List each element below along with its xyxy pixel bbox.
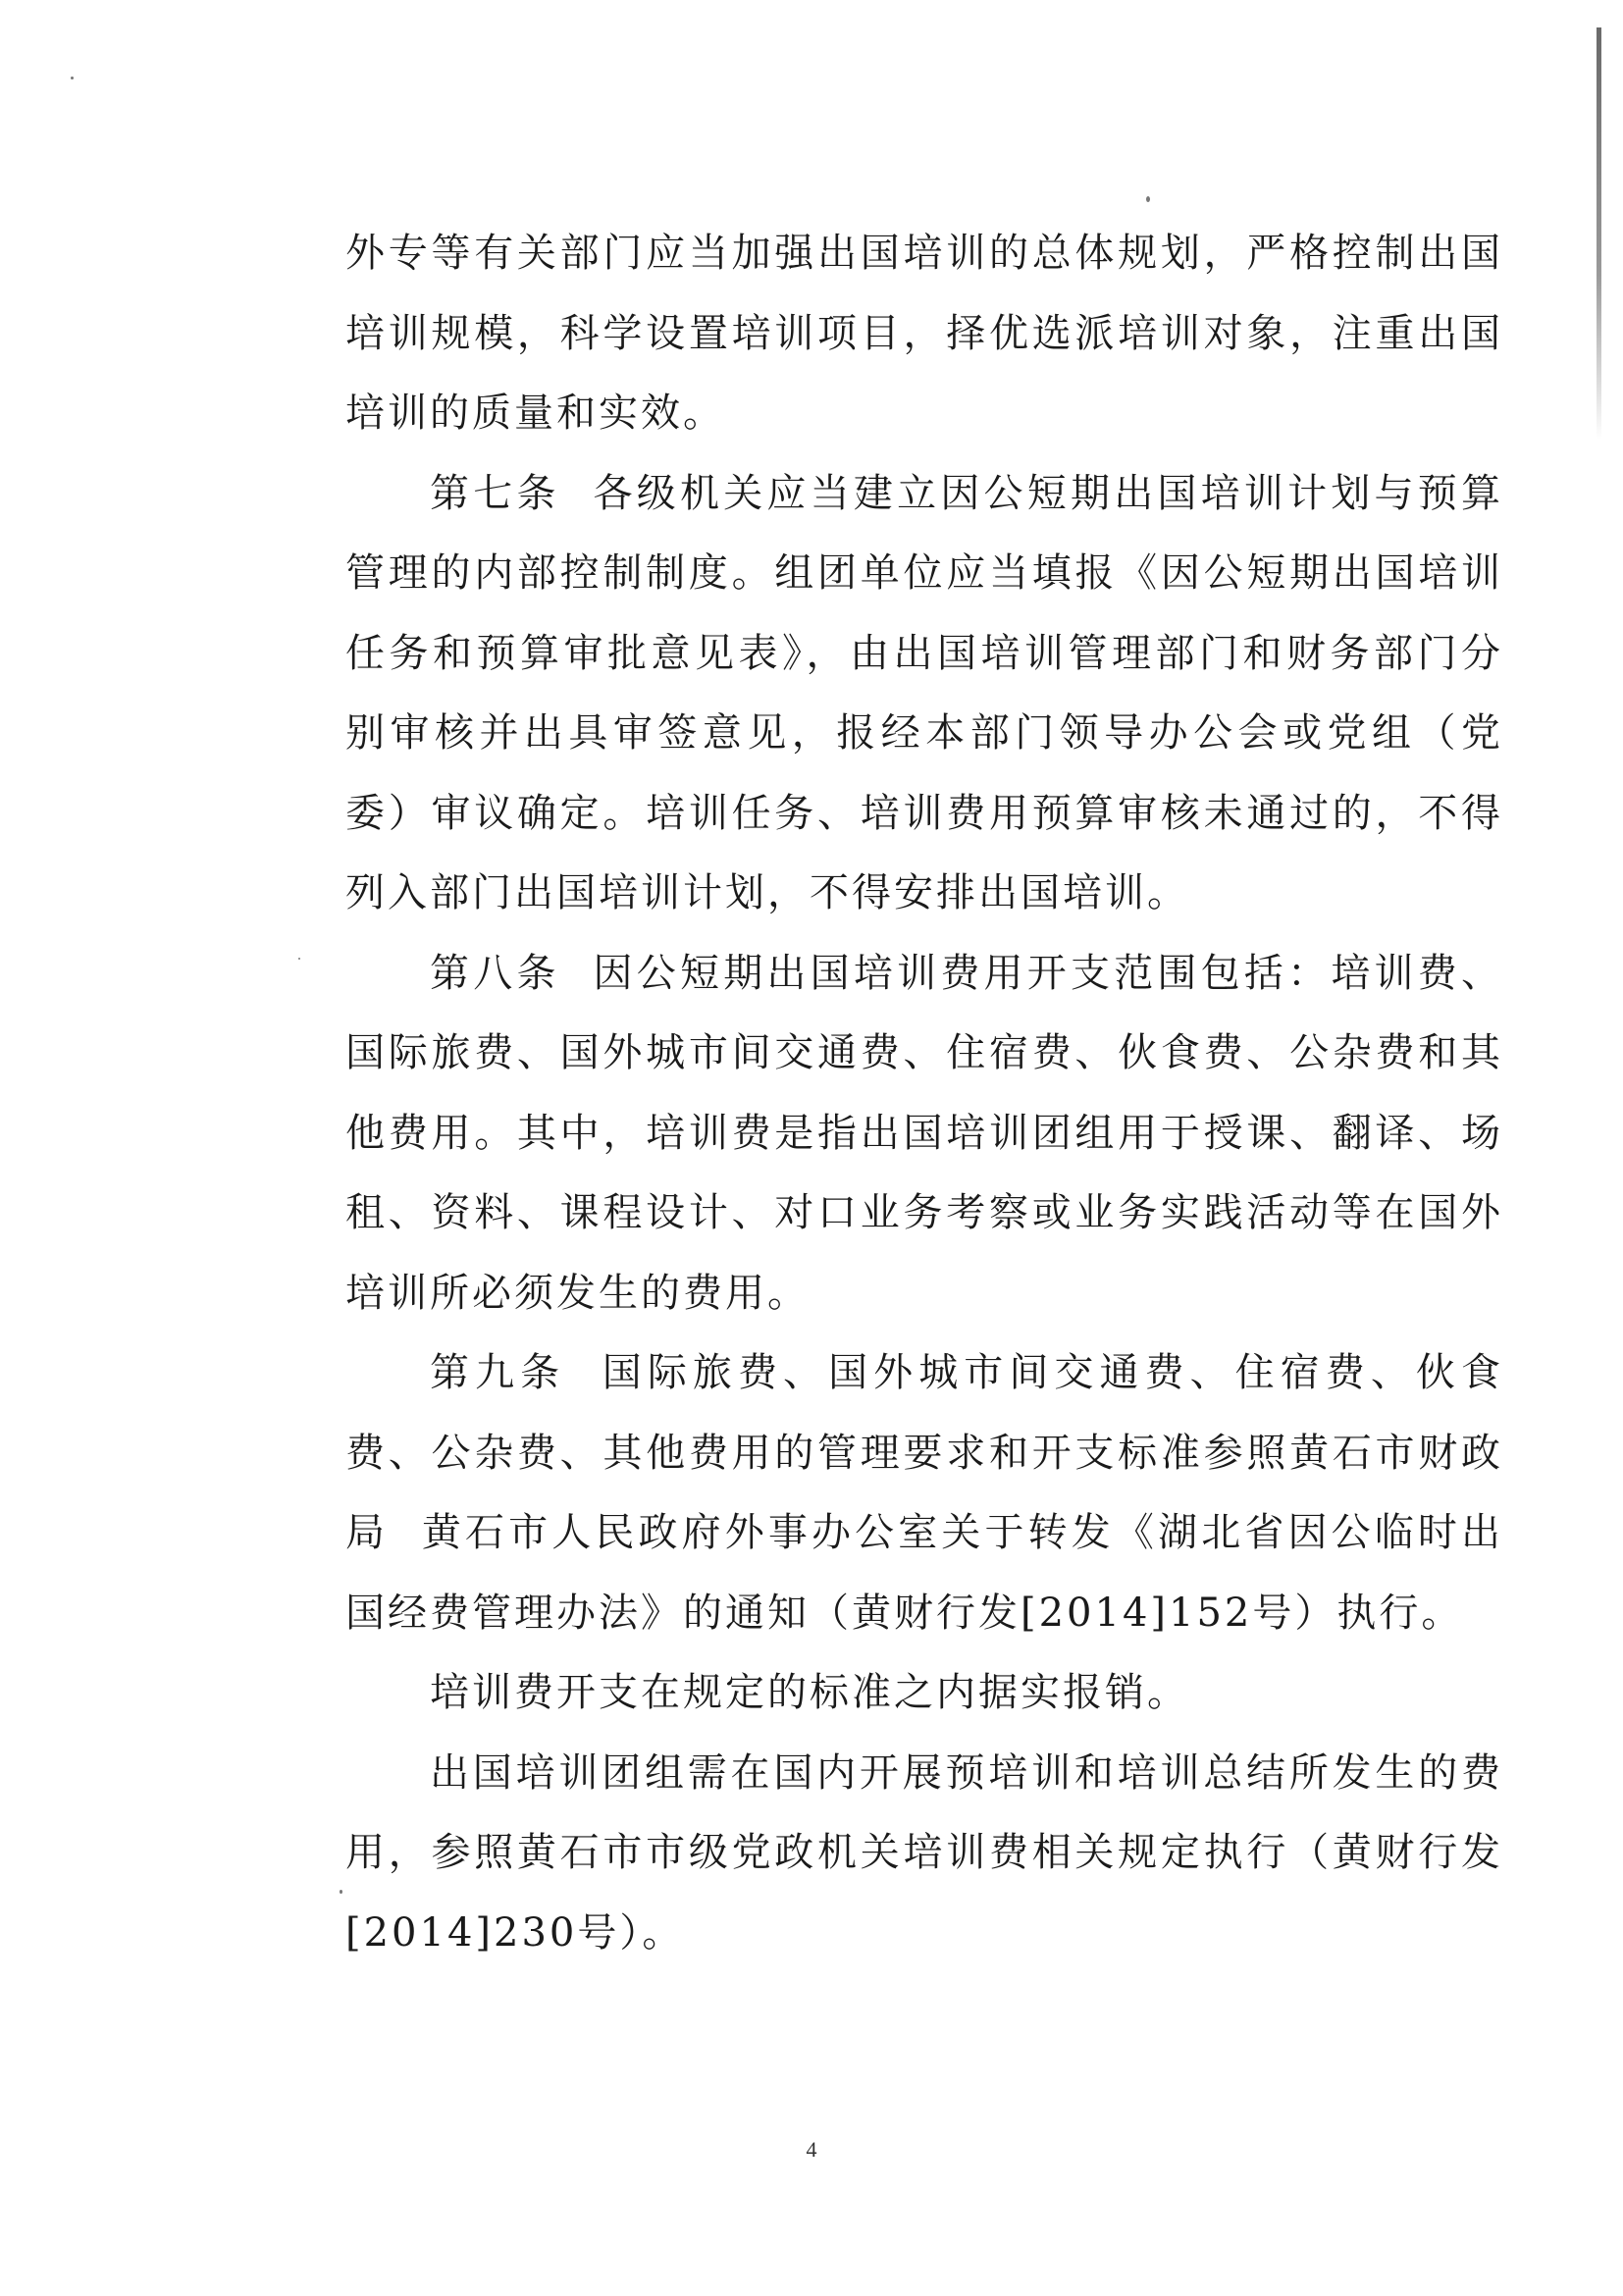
scan-edge-shadow bbox=[1597, 27, 1601, 440]
paragraph-article-9: 第九条 国际旅费、国外城市间交通费、住宿费、伙食费、公杂费、其他费用的管理要求和开支标准参照黄石市财政局 黄石市人民政府外事办公室关于转发《湖北省因公临时出国经费管理办法》的通知（黄财行发[2014]152号）执行。 bbox=[345, 1350, 1503, 1636]
paragraph-domestic-training: 出国培训团组需在国内开展预培训和培训总结所发生的费用，参照黄石市市级党政机关培训费相关规定执行（黄财行发[2014]230号）。 bbox=[345, 1749, 1503, 1956]
page-number: 4 bbox=[806, 2137, 817, 2162]
document-body bbox=[345, 214, 1503, 1973]
scan-speck bbox=[298, 958, 300, 960]
scan-speck bbox=[71, 77, 74, 79]
scan-speck bbox=[340, 1890, 342, 1894]
paragraph-continuation: 外专等有关部门应当加强出国培训的总体规划，严格控制出国培训规模，科学设置培训项目，择优选派培训对象，注重出国培训的质量和实效。 bbox=[345, 231, 1503, 436]
scan-speck bbox=[1146, 196, 1150, 202]
paragraph-article-8: 第八条 因公短期出国培训费用开支范围包括：培训费、国际旅费、国外城市间交通费、住宿费、伙食费、公杂费和其他费用。其中，培训费是指出国培训团组用于授课、翻译、场租、资料、课程设计、对口业务考察或业务实践活动等在国外培训所必须发生的费用。 bbox=[345, 950, 1503, 1316]
paragraph-article-7: 第七条 各级机关应当建立因公短期出国培训计划与预算管理的内部控制制度。组团单位应当填报《因公短期出国培训任务和预算审批意见表》，由出国培训管理部门和财务部门分别审核并出具审签意见，报经本部门领导办公会或党组（党委）审议确定。培训任务、培训费用预算审核未通过的，不得列入部门出国培训计划，不得安排出国培训。 bbox=[345, 470, 1503, 915]
paragraph-training-fee: 培训费开支在规定的标准之内据实报销。 bbox=[430, 1670, 1189, 1715]
